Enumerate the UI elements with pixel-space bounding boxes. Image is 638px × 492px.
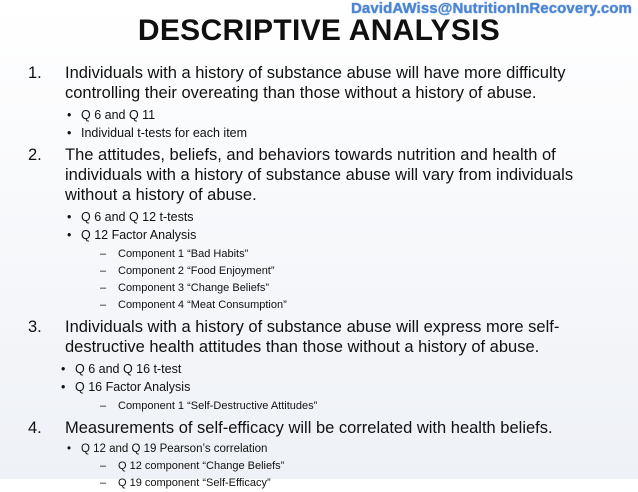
numbered-item-1 xyxy=(28,63,626,142)
sub-sub-bullet xyxy=(100,458,626,475)
sub-bullet xyxy=(67,124,626,142)
item-number: 4. xyxy=(28,419,42,437)
bullet-icon: • xyxy=(67,228,72,242)
bullet-icon: • xyxy=(61,362,66,376)
dash-icon: – xyxy=(100,299,107,311)
bullet-icon: • xyxy=(67,210,72,224)
sub-bullet-text: Q 12 and Q 19 Pearson’s correlation xyxy=(81,443,268,455)
sub-bullet xyxy=(61,360,626,378)
sub-sub-bullet xyxy=(100,475,626,492)
item-text: Individuals with a history of substance abuse will have more difficulty controlling their overeating than those without a history of abuse. xyxy=(65,64,566,102)
sub-bullet xyxy=(67,106,626,124)
slide-content xyxy=(28,63,626,492)
dash-icon: – xyxy=(100,265,107,277)
sub-sub-bullet-text: Q 12 component “Change Beliefs” xyxy=(118,460,285,472)
sub-sub-bullet xyxy=(100,246,626,263)
item-text: Individuals with a history of substance abuse will express more self-destructive health attitudes than those without a history of abuse. xyxy=(65,318,560,356)
dash-icon: – xyxy=(100,248,107,260)
numbered-item-2 xyxy=(28,145,626,314)
sub-bullet xyxy=(67,226,626,244)
sub-sub-bullet xyxy=(100,280,626,297)
sub-sub-bullet-text: Component 4 “Meat Consumption” xyxy=(118,299,287,311)
sub-bullet xyxy=(67,441,626,458)
sub-bullet-text: Q 12 Factor Analysis xyxy=(81,228,197,242)
sub-bullet xyxy=(67,208,626,226)
sub-sub-bullet-text: Q 19 component “Self-Efficacy” xyxy=(118,477,271,489)
bullet-icon: • xyxy=(67,108,72,122)
dash-icon: – xyxy=(100,460,107,472)
numbered-item-3 xyxy=(28,317,626,415)
sub-sub-bullet xyxy=(100,263,626,280)
bullet-icon: • xyxy=(67,126,72,140)
sub-bullet-text: Q 6 and Q 16 t-test xyxy=(75,362,182,376)
dash-icon: – xyxy=(100,477,107,489)
item-text: The attitudes, beliefs, and behaviors towards nutrition and health of individuals with a history of substance abuse will vary from individuals without a history of abuse. xyxy=(65,146,574,204)
sub-sub-bullet-text: Component 1 “Bad Habits” xyxy=(118,248,249,260)
slide-title: DESCRIPTIVE ANALYSIS xyxy=(137,14,501,47)
sub-sub-bullet xyxy=(100,297,626,314)
dash-icon: – xyxy=(100,400,107,412)
sub-sub-bullet-text: Component 3 “Change Beliefs” xyxy=(118,282,270,294)
sub-bullet-text: Q 16 Factor Analysis xyxy=(75,380,191,394)
item-text: Measurements of self-efficacy will be correlated with health beliefs. xyxy=(65,419,553,437)
bullet-icon: • xyxy=(61,380,66,394)
item-number: 1. xyxy=(28,64,42,82)
numbered-item-4 xyxy=(28,418,626,492)
sub-bullet-text: Individual t-tests for each item xyxy=(81,126,248,140)
sub-sub-bullet-text: Component 2 “Food Enjoyment” xyxy=(118,265,275,277)
sub-bullet-text: Q 6 and Q 11 xyxy=(81,108,156,122)
sub-bullet xyxy=(61,378,626,396)
sub-sub-bullet xyxy=(100,398,626,415)
sub-bullet-text: Q 6 and Q 12 t-tests xyxy=(81,210,194,224)
dash-icon: – xyxy=(100,282,107,294)
author-email: DavidAWiss@NutritionInRecovery.com xyxy=(350,0,632,17)
sub-sub-bullet-text: Component 1 “Self-Destructive Attitudes” xyxy=(118,400,318,412)
item-number: 2. xyxy=(28,146,42,164)
item-number: 3. xyxy=(28,318,42,336)
bullet-icon: • xyxy=(67,443,72,455)
